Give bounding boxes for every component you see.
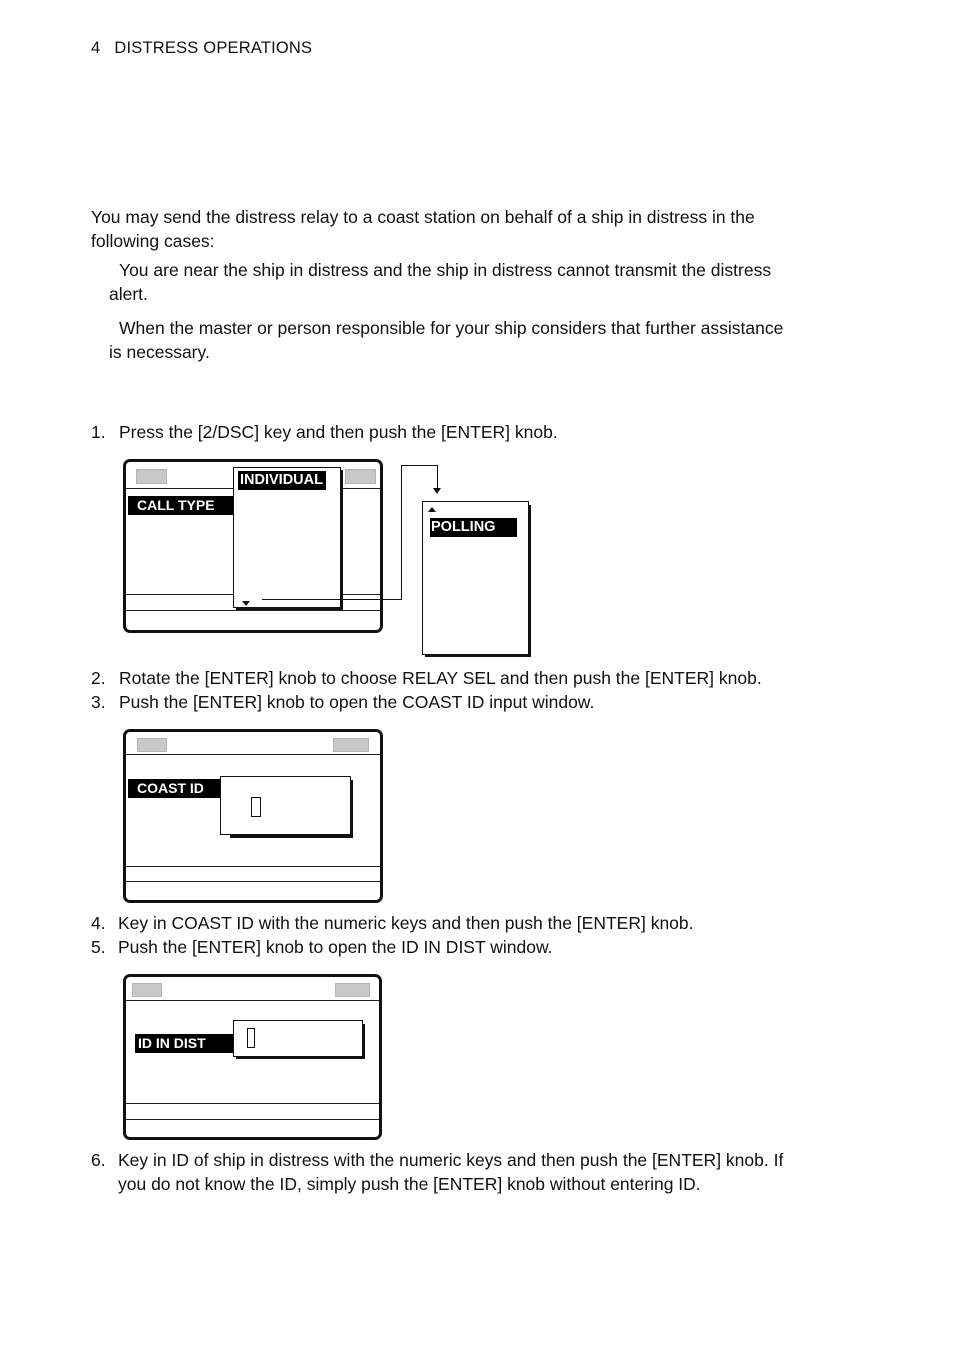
scroll-down-icon — [242, 601, 250, 606]
step-1 — [91, 420, 558, 444]
step-2 — [91, 666, 762, 690]
text-cursor — [247, 1028, 255, 1048]
connector-line — [262, 599, 401, 600]
case-2-line-2: is necessary. — [109, 342, 210, 362]
call-type-menu[interactable] — [233, 467, 341, 608]
submenu-item-polling[interactable]: POLLING — [430, 518, 517, 537]
divider — [126, 881, 380, 882]
page-header — [91, 39, 312, 58]
step-number: 2. — [91, 668, 106, 688]
step-6 — [91, 1148, 783, 1196]
step-text: Push the [ENTER] knob to open the ID IN DIST window. — [118, 937, 553, 957]
step-4 — [91, 911, 694, 935]
step-3 — [91, 690, 594, 714]
divider — [126, 1103, 379, 1104]
id-in-dist-label: ID IN DIST — [135, 1034, 235, 1053]
menu-item-individual[interactable]: INDIVIDUAL — [238, 471, 326, 490]
chapter-title: DISTRESS OPERATIONS — [114, 39, 313, 57]
intro-line-2: following cases: — [91, 231, 215, 251]
connector-line — [401, 465, 438, 466]
divider — [126, 1119, 379, 1120]
step-number: 1. — [91, 422, 106, 442]
divider — [126, 610, 380, 611]
status-block-left — [137, 738, 167, 752]
divider — [126, 866, 380, 867]
text-cursor — [251, 797, 261, 817]
case-1-line-1: You are near the ship in distress and the ship in distress cannot transmit the distress — [119, 260, 772, 280]
connector-line — [401, 465, 402, 600]
step-number: 6. — [91, 1150, 106, 1170]
divider — [126, 754, 380, 755]
case-1-line-2: alert. — [109, 284, 148, 304]
connector-line — [437, 465, 438, 490]
step-5 — [91, 935, 552, 959]
intro-line-1: You may send the distress relay to a coast station on behalf of a ship in distress in the — [91, 207, 755, 227]
status-block-left — [136, 469, 167, 484]
status-block-right — [333, 738, 369, 752]
step-number: 5. — [91, 937, 106, 957]
input-shadow — [230, 835, 353, 838]
call-type-label: CALL TYPE — [128, 496, 234, 515]
coast-id-label: COAST ID — [128, 779, 222, 798]
step-text: Rotate the [ENTER] knob to choose RELAY SEL and then push the [ENTER] knob. — [119, 668, 762, 688]
intro-paragraph — [91, 205, 755, 253]
step-text-line-1: Key in ID of ship in distress with the numeric keys and then push the [ENTER] knob. If — [118, 1150, 784, 1170]
step-text: Key in COAST ID with the numeric keys and then push the [ENTER] knob. — [118, 913, 694, 933]
status-block-right — [345, 469, 376, 484]
call-type-submenu[interactable] — [422, 501, 529, 655]
step-text: Push the [ENTER] knob to open the COAST ID input window. — [119, 692, 595, 712]
step-number: 4. — [91, 913, 106, 933]
case-1 — [109, 258, 771, 306]
id-in-dist-input[interactable] — [233, 1020, 363, 1057]
case-2 — [109, 316, 783, 364]
step-text-line-2: you do not know the ID, simply push the [ENTER] knob without entering ID. — [118, 1174, 701, 1194]
coast-id-input[interactable] — [220, 776, 351, 835]
scroll-up-icon — [428, 507, 436, 512]
status-block-right — [335, 983, 370, 997]
step-text: Press the [2/DSC] key and then push the [ENTER] knob. — [119, 422, 558, 442]
case-2-line-1: When the master or person responsible for your ship considers that further assistance — [119, 318, 784, 338]
page-number: 4 — [91, 39, 101, 57]
step-number: 3. — [91, 692, 106, 712]
divider — [126, 1000, 379, 1001]
status-block-left — [132, 983, 162, 997]
arrow-down-icon — [433, 488, 441, 494]
